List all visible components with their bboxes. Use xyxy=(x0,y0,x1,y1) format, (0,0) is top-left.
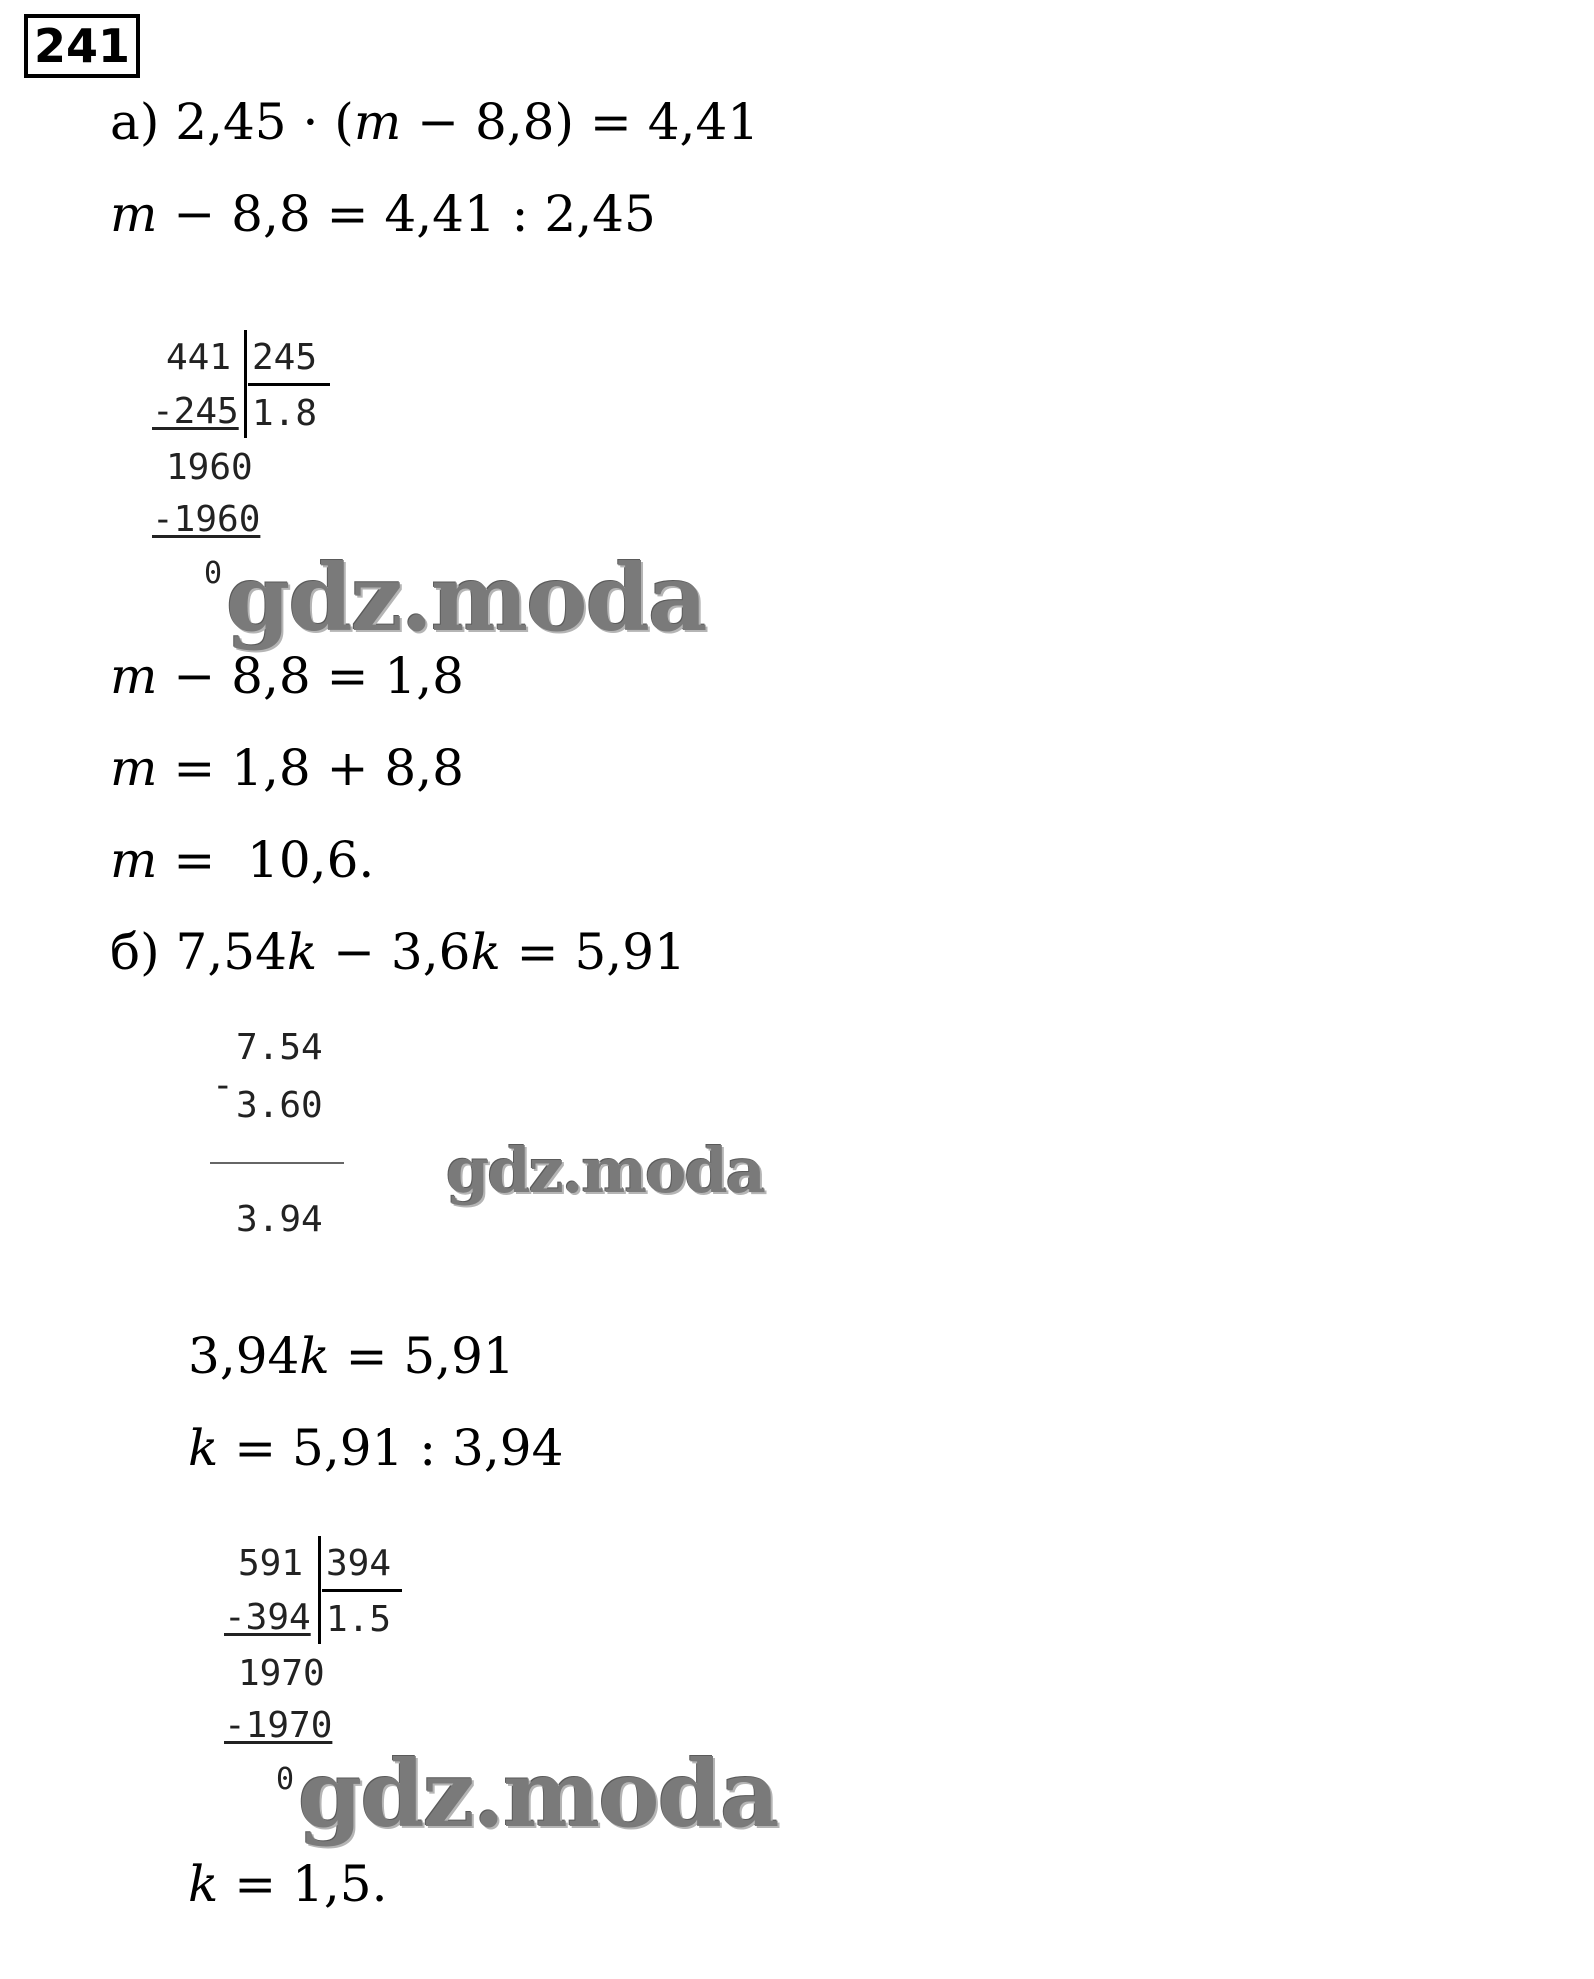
part-a-equation: а) 2,45 · (m − 8,8) = 4,41 xyxy=(110,93,760,151)
division-subtract2: -1970 xyxy=(224,1705,333,1746)
division-vertical-bar xyxy=(318,1536,321,1644)
problem-number: 241 xyxy=(24,14,140,78)
subtraction-line xyxy=(210,1162,344,1164)
part-a-step2: m − 8,8 = 1,8 xyxy=(110,647,464,705)
subtraction-bottom: 3.60 xyxy=(236,1085,323,1126)
division-quotient: 1.5 xyxy=(326,1599,392,1640)
subtraction-sign: - xyxy=(212,1065,234,1106)
division-vertical-bar xyxy=(244,330,247,438)
subtraction-top: 7.54 xyxy=(236,1027,323,1068)
part-a-step3: m = 1,8 + 8,8 xyxy=(110,739,464,797)
division-remainder: 1960 xyxy=(166,447,253,488)
part-a-step1: m − 8,8 = 4,41 : 2,45 xyxy=(110,185,656,243)
part-b-step2: k = 5,91 : 3,94 xyxy=(188,1419,564,1477)
division-divisor: 394 xyxy=(326,1543,392,1584)
division-quotient-bar xyxy=(322,1589,402,1592)
division-final: 0 xyxy=(204,556,223,591)
division-divisor: 245 xyxy=(252,337,318,378)
division-remainder: 1970 xyxy=(238,1653,325,1694)
part-a-answer: m = 10,6. xyxy=(110,831,375,889)
division-subtract2: -1960 xyxy=(152,499,261,540)
watermark: gdz.moda xyxy=(226,544,706,652)
division-quotient: 1.8 xyxy=(252,393,318,434)
division-subtract1: -245 xyxy=(152,391,239,432)
part-b-equation: б) 7,54k − 3,6k = 5,91 xyxy=(110,923,686,981)
division-dividend: 441 xyxy=(166,337,232,378)
watermark: gdz.moda xyxy=(298,1740,778,1848)
division-dividend: 591 xyxy=(238,1543,304,1584)
part-b-answer: k = 1,5. xyxy=(188,1855,388,1913)
division-quotient-bar xyxy=(248,383,330,386)
division-final: 0 xyxy=(276,1762,295,1797)
subtraction-result: 3.94 xyxy=(236,1199,323,1240)
division-subtract1: -394 xyxy=(224,1597,311,1638)
watermark: gdz.moda xyxy=(446,1134,764,1207)
part-b-step1: 3,94k = 5,91 xyxy=(188,1327,515,1385)
